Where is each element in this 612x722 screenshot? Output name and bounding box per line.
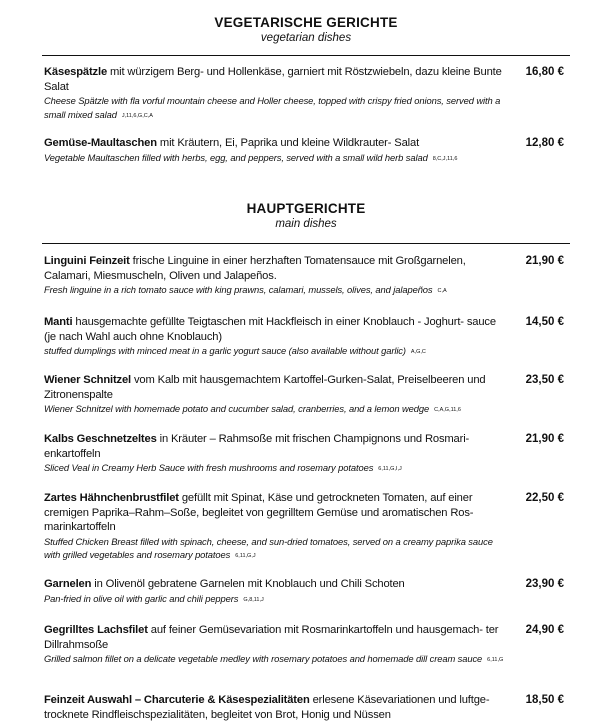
section-title: HAUPTGERICHTE	[246, 201, 366, 216]
item-english: Wiener Schnitzel with homemade potato and cucumber salad, cranberries, and a lemon wedge	[44, 403, 430, 414]
item-price: 21,90 €	[525, 255, 564, 267]
item-english-text	[44, 344, 506, 360]
item-name: Gegrilltes Lachsfilet	[44, 624, 148, 636]
item-description: in Kräuter – Rahmsoße mit frischen Champignons und Rosmari- enkartoffeln	[44, 433, 470, 460]
item-description: gefüllt mit Spinat, Käse und getrockneten Tomaten, auf einer cremigen Paprika–Rahm–Soße, begleitet von gegrilltem Gemüse und aromatischen Ros- marinkartoffeln	[44, 492, 474, 533]
item-german-text	[44, 373, 506, 402]
item-description: in Olivenöl gebratene Garnelen mit Knoblauch und Chili Schoten	[91, 578, 405, 590]
item-name: Zartes Hähnchenbrustfilet	[44, 492, 179, 504]
menu-item-lachsfilet	[44, 623, 570, 668]
menu-item-gemuese-maultaschen	[44, 136, 570, 166]
item-description: erlesene Käsevariationen und luftge- trocknete Rindfleischspezialitäten, begleitet von Brot, Honig und Nüssen	[44, 694, 490, 721]
item-description: mit würzigem Berg- und Hollenkäse, garniert mit Röstzwiebeln, dazu kleine Bunte Salat	[44, 66, 502, 93]
item-price: 22,50 €	[525, 492, 564, 504]
section-title: VEGETARISCHE GERICHTE	[214, 15, 398, 30]
section-main-dishes-header	[0, 201, 612, 231]
item-name: Linguini Feinzeit	[44, 255, 130, 267]
item-english-text	[44, 283, 506, 299]
item-allergens: C,A	[437, 288, 447, 294]
item-description: frische Linguine in einer herzhaften Tomatensauce mit Großgarnelen, Calamari, Miesmuscheln, Oliven und Jalapeños.	[44, 255, 466, 282]
item-english-text	[44, 94, 506, 123]
item-english: Sliced Veal in Creamy Herb Sauce with fresh mushrooms and rosemary potatoes	[44, 462, 374, 473]
menu-item-feinzeit-auswahl	[44, 693, 570, 722]
menu-item-garnelen	[44, 577, 570, 607]
item-english-text	[44, 461, 506, 477]
item-price: 23,50 €	[525, 374, 564, 386]
item-description: auf feiner Gemüsevariation mit Rosmarinkartoffeln und hausgemach- ter Dillrahmsoße	[44, 624, 499, 651]
item-german-text	[44, 623, 506, 652]
item-name: Käsespätzle	[44, 66, 108, 78]
item-german-text	[44, 136, 506, 151]
item-german-text	[44, 693, 506, 722]
item-price: 16,80 €	[525, 66, 564, 78]
item-name: Feinzeit Auswahl – Charcuterie & Käsespezialitäten	[44, 694, 310, 706]
item-name: Kalbs Geschnetzeltes	[44, 433, 157, 445]
item-price: 23,90 €	[525, 578, 564, 590]
item-english: Stuffed Chicken Breast filled with spinach, cheese, and sun-dried tomatoes, served on a creamy paprika sauce with grilled vegetables and rosemary potatoes	[44, 535, 493, 560]
menu-item-kaesespaetzle	[44, 65, 570, 123]
item-english: Fresh linguine in a rich tomato sauce with king prawns, calamari, mussels, olives, and jalapeños	[44, 284, 433, 295]
item-english-text	[44, 535, 506, 564]
item-english-text	[44, 402, 506, 418]
menu-item-linguini	[44, 254, 570, 299]
item-allergens: G,8,11,J	[243, 596, 264, 603]
item-price: 21,90 €	[525, 433, 564, 445]
item-allergens: 6,11,G,J	[235, 553, 256, 559]
item-german-text	[44, 254, 506, 283]
section-subtitle: main dishes	[275, 218, 337, 230]
item-allergens: 6,11,G	[487, 657, 504, 663]
item-description: hausgemachte gefüllte Teigtaschen mit Hackfleisch in einer Knoblauch - Joghurt- sauce (je nach Wahl auch ohne Knoblauch)	[44, 316, 496, 343]
item-allergens: J,11,6,G,C,A	[121, 112, 153, 119]
item-english-text	[44, 592, 506, 608]
item-name: Wiener Schnitzel	[44, 374, 132, 386]
item-german-text	[44, 432, 506, 461]
item-name: Garnelen	[44, 578, 92, 590]
item-price: 12,80 €	[525, 137, 564, 149]
item-german-text	[44, 577, 506, 592]
item-german-text	[44, 315, 506, 344]
item-allergens: A,G,C	[410, 349, 426, 355]
menu-item-wiener-schnitzel	[44, 373, 570, 418]
item-price: 14,50 €	[525, 316, 564, 328]
item-allergens: 8,C,J,11,6	[432, 155, 458, 162]
menu-item-haehnchenbrustfilet	[44, 491, 570, 564]
section-vegetarian-header	[0, 15, 612, 45]
item-english: Vegetable Maultaschen filled with herbs, egg, and peppers, served with a small wild herb salad	[44, 151, 428, 163]
item-description: vom Kalb mit hausgemachtem Kartoffel-Gurken-Salat, Preiselbeeren und Zitronenspalte	[44, 374, 486, 401]
item-price: 24,90 €	[525, 624, 564, 636]
item-german-text	[44, 491, 506, 535]
item-english: Pan-fried in olive oil with garlic and chili peppers	[44, 592, 239, 604]
item-price: 18,50 €	[525, 694, 564, 706]
item-english: Cheese Spätzle with fla vorful mountain cheese and Holler cheese, topped with crispy fried onions, served with a small mixed salad	[44, 95, 501, 120]
item-english-text	[44, 151, 506, 167]
item-name: Gemüse-Maultaschen	[44, 137, 157, 149]
item-english: Grilled salmon fillet on a delicate vegetable medley with rosemary potatoes and homemade dill cream sauce	[44, 653, 483, 664]
item-allergens: 6,11,G,I,J	[378, 466, 402, 472]
menu-item-manti	[44, 315, 570, 360]
menu-item-kalbs-geschnetzeltes	[44, 432, 570, 477]
section-divider	[42, 55, 570, 56]
item-english: stuffed dumplings with minced meat in a garlic yogurt sauce (also available without garlic)	[44, 345, 406, 356]
section-divider	[42, 243, 570, 244]
item-name: Manti	[44, 316, 73, 328]
item-allergens: C,A,G,11,6	[434, 407, 461, 413]
section-subtitle: vegetarian dishes	[260, 32, 352, 44]
item-german-text	[44, 65, 506, 94]
item-description: mit Kräutern, Ei, Paprika und kleine Wildkrauter- Salat	[156, 137, 420, 149]
item-english-text	[44, 652, 506, 668]
